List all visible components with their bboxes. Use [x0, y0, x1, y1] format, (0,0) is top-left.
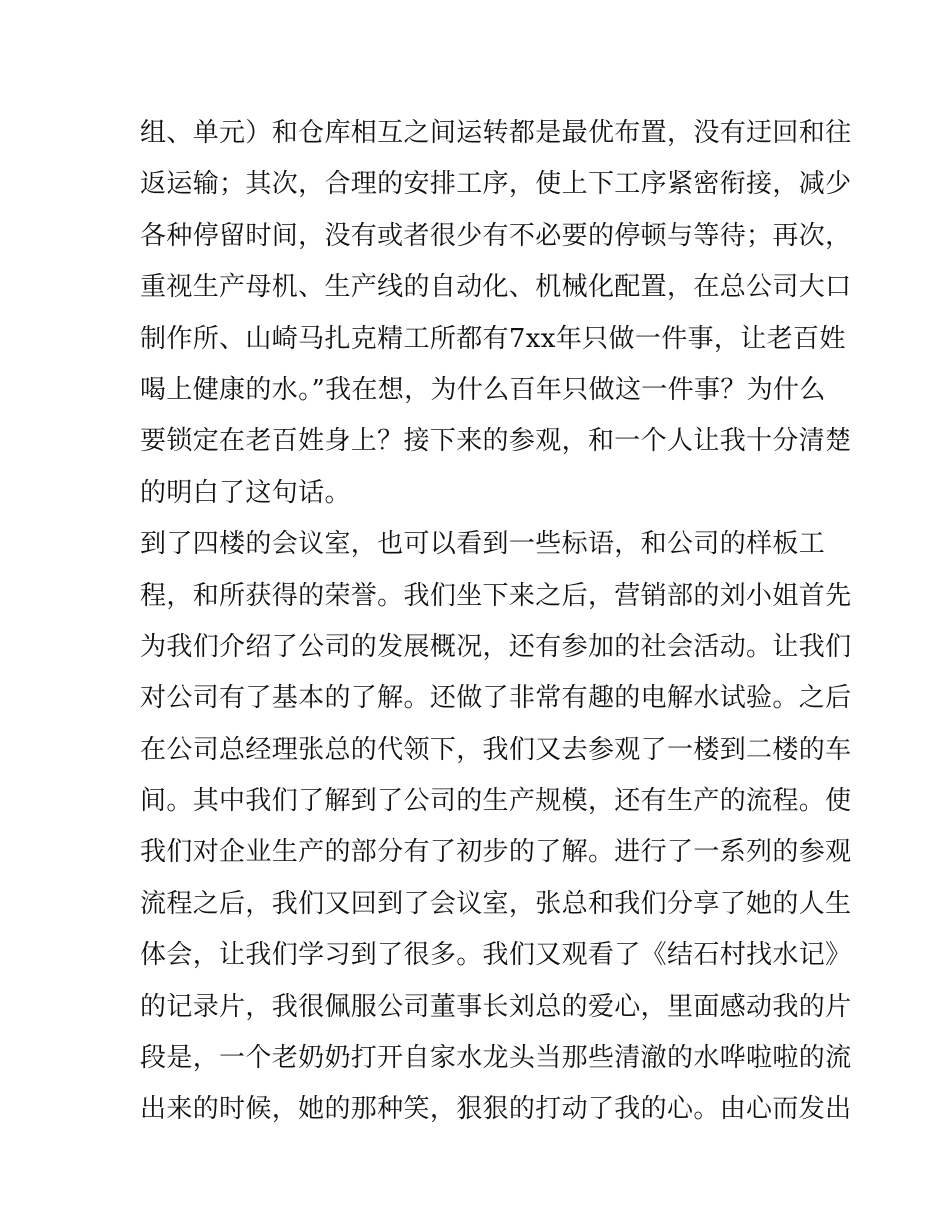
text-line: 我们对企业生产的部分有了初步的了解。进行了一系列的参观: [140, 837, 852, 868]
text-line: 程，和所获得的荣誉。我们坐下来之后，营销部的刘小姐首先: [140, 580, 852, 611]
text-line: 重视生产母机、生产线的自动化、机械化配置，在总公司大口: [140, 272, 852, 303]
text-line: 在公司总经理张总的代领下，我们又去参观了一楼到二楼的车: [140, 734, 852, 765]
text-line: 各种停留时间，没有或者很少有不必要的停顿与等待；再次，: [140, 220, 852, 251]
text-line: 喝上健康的水。”我在想，为什么百年只做这一件事？为什么: [140, 374, 826, 405]
text-line: 组、单元）和仓库相互之间运转都是最优布置，没有迂回和往: [140, 118, 852, 148]
text-line: 对公司有了基本的了解。还做了非常有趣的电解水试验。之后: [140, 683, 852, 714]
text-line: 体会，让我们学习到了很多。我们又观看了《结石村找水记》: [140, 940, 852, 971]
text-line: 段是，一个老奶奶打开自家水龙头当那些清澈的水哗啦啦的流: [140, 1043, 852, 1074]
text-line: 间。其中我们了解到了公司的生产规模，还有生产的流程。使: [140, 786, 852, 817]
text-line: 制作所、山崎马扎克精工所都有7xx年只做一件事，让老百姓: [140, 323, 846, 354]
body-text: [140, 108, 852, 1136]
text-line: 的明白了这句话。: [140, 477, 351, 508]
text-line: 流程之后，我们又回到了会议室，张总和我们分享了她的人生: [140, 888, 852, 919]
text-line: 要锁定在老百姓身上？接下来的参观，和一个人让我十分清楚: [140, 426, 852, 457]
text-line: 到了四楼的会议室，也可以看到一些标语，和公司的样板工: [140, 529, 826, 560]
text-line: 出来的时候，她的那种笑，狠狠的打动了我的心。由心而发出: [140, 1094, 852, 1125]
text-line: 返运输；其次，合理的安排工序，使上下工序紧密衔接，减少: [140, 169, 852, 200]
text-line: 为我们介绍了公司的发展概况，还有参加的社会活动。让我们: [140, 631, 852, 662]
text-line: 的记录片，我很佩服公司董事长刘总的爱心，里面感动我的片: [140, 991, 852, 1022]
